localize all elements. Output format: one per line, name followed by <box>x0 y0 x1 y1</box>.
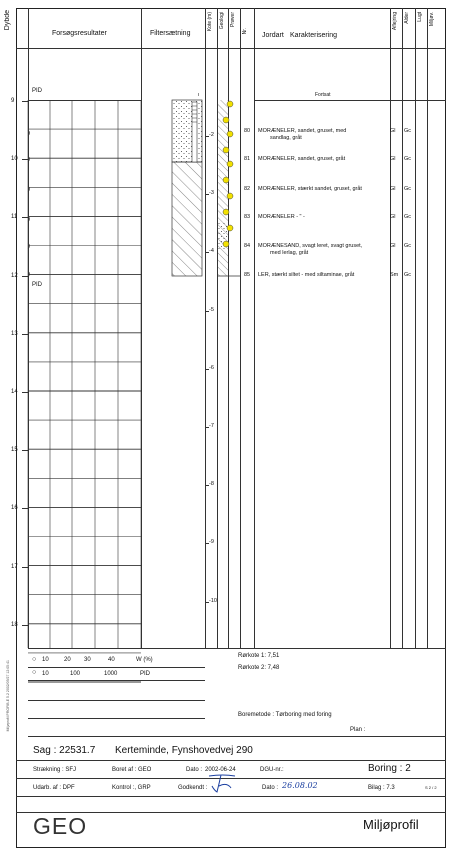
proever-header: Prøver <box>230 12 236 27</box>
sag-number: Sag : 22531.7 <box>33 745 96 756</box>
scale-w-label: 30 <box>84 657 91 663</box>
layer-description: MORÆNELER, sandet, gruset, gråt <box>258 156 346 162</box>
depth-tick-label: 10 <box>11 156 18 163</box>
layer-nr: 83 <box>244 214 251 220</box>
layer-description: MORÆNELER - " - <box>258 214 305 220</box>
depth-tick-label: 14 <box>11 389 18 395</box>
kote-label: -2 <box>209 132 214 138</box>
fortsat-label: Fortsat <box>315 92 331 98</box>
layer-description: LER, stærkt siltet - med siltaminae, gråt <box>258 272 355 278</box>
scale-w-label: 10 <box>42 657 49 663</box>
depth-tick-label: 18 <box>11 621 18 628</box>
layer-aflejring: Gl <box>390 128 396 134</box>
site-name: Kerteminde, Fynshovedvej 290 <box>115 745 253 756</box>
svg-text:ı: ı <box>198 92 200 98</box>
aflejring-header: Aflejring <box>392 12 398 31</box>
geo-logo: GEO <box>33 813 88 839</box>
circle-symbol: ○ <box>32 669 37 676</box>
udarb-af: Udarb. af : DPF <box>33 785 75 791</box>
layer-nr: 81 <box>244 156 251 162</box>
nr-header: Nr. <box>242 28 248 35</box>
layer-aflejring: Gl <box>390 156 396 162</box>
layer-alder: Gc <box>404 272 412 278</box>
scale-pid-label: 10 <box>42 671 49 677</box>
depth-tick-label: 17 <box>11 563 18 570</box>
layer-alder: Gc <box>404 186 412 192</box>
depth-tick-label: 13 <box>11 330 18 337</box>
depth-tick-label: 11 <box>11 214 18 221</box>
layer-alder: Gc <box>404 128 412 134</box>
kote-label: -5 <box>209 306 214 313</box>
boremetode: Boremetode : Tørboring med foring <box>238 712 332 718</box>
layer-description-cont: sandlag, gråt <box>270 135 302 141</box>
dato2-label: Dato : <box>262 785 279 791</box>
layer-nr: 85 <box>244 272 251 278</box>
layer-alder: Gc <box>404 156 412 162</box>
kote-label: -6 <box>209 364 214 371</box>
kote-label: -9 <box>209 539 214 546</box>
depth-tick-label: 12 <box>11 272 18 279</box>
layer-aflejring: Sm <box>390 272 399 278</box>
straekning: Strækning : SFJ <box>33 767 77 773</box>
dybde-label: Dybde <box>4 10 11 31</box>
roerkote-1: Rørkote 1: 7,51 <box>238 653 280 659</box>
scale-w-label: W (%) <box>136 657 153 663</box>
pid-label-top: PID <box>32 88 43 94</box>
side-metadata: Miljøprofil PROFIB-E 5.2 2002/09/27 12:05:41 <box>6 660 10 732</box>
layer-alder: Gc <box>404 214 412 220</box>
dato-value: 2002-06-24 <box>205 767 236 773</box>
scale-pid-label: PID <box>140 671 151 677</box>
circle-symbol: ○ <box>32 656 37 663</box>
boret-af: Boret af : GEO <box>112 767 152 773</box>
forsoeg-header: Forsøgsresultater <box>52 30 107 37</box>
layer-aflejring: Gl <box>390 243 396 249</box>
scale-pid-label: 1000 <box>104 671 118 677</box>
godkendt-label: Godkendt : <box>178 785 208 791</box>
kontrol: Kontrol :, GRP <box>112 785 151 791</box>
scale-pid-label: 100 <box>70 671 81 677</box>
signature-godkendt <box>205 772 240 796</box>
lugt-header: Lugt <box>417 12 423 22</box>
kote-label: -8 <box>209 481 214 488</box>
geology-column <box>218 100 240 276</box>
filter-column <box>172 92 202 276</box>
layer-description: MORÆNELER, stærkt sandet, gruset, gråt <box>258 186 362 192</box>
layer-nr: 80 <box>244 128 251 134</box>
scale-w-label: 40 <box>108 657 115 663</box>
pid-label-mid: PID <box>32 282 43 288</box>
geologi-header: Geologi <box>219 12 225 30</box>
boring-number: Boring : 2 <box>368 763 411 774</box>
layer-description: MORÆNELER, sandet, gruset, med <box>258 128 347 134</box>
depth-tick-label: 16 <box>11 505 18 512</box>
kote-label: -3 <box>209 190 214 197</box>
layer-description-cont: med lerlag, gråt <box>270 250 309 256</box>
kote-header: Kote (m) <box>207 12 213 32</box>
miljoev-header: Miljøv. <box>429 12 435 27</box>
plan-label: Plan : <box>350 727 366 733</box>
jordart-header: Jordart <box>262 32 284 39</box>
scale-w-label: 20 <box>64 657 71 663</box>
dgu-nr: DGU-nr.: <box>260 767 284 773</box>
layer-description: MORÆNESAND, svagt leret, svagt gruset, <box>258 243 363 249</box>
roerkote-2: Rørkote 2: 7,48 <box>238 665 280 671</box>
side-number: S 2 / 2 <box>425 785 437 790</box>
layer-aflejring: Gl <box>390 186 396 192</box>
dato-label: Dato : <box>186 767 203 773</box>
layer-aflejring: Gl <box>390 214 396 220</box>
layer-nr: 84 <box>244 243 251 249</box>
kote-label: -4 <box>209 248 214 255</box>
filter-header: Filtersætning <box>150 30 191 37</box>
depth-tick-label: 15 <box>11 447 18 454</box>
dato2-handwritten: 26.08.02 <box>282 781 318 790</box>
bilag: Bilag : 7.3 <box>368 785 395 791</box>
karakterisering-header: Karakterisering <box>290 32 338 39</box>
kote-label: -7 <box>209 423 214 429</box>
layer-nr: 82 <box>244 186 251 192</box>
layer-alder: Gc <box>404 243 412 249</box>
kote-label: -10 <box>209 597 217 604</box>
sheet-title: Miljøprofil <box>363 817 419 832</box>
depth-tick-label: 9 <box>11 98 15 104</box>
alder-header: Alder <box>404 12 410 24</box>
